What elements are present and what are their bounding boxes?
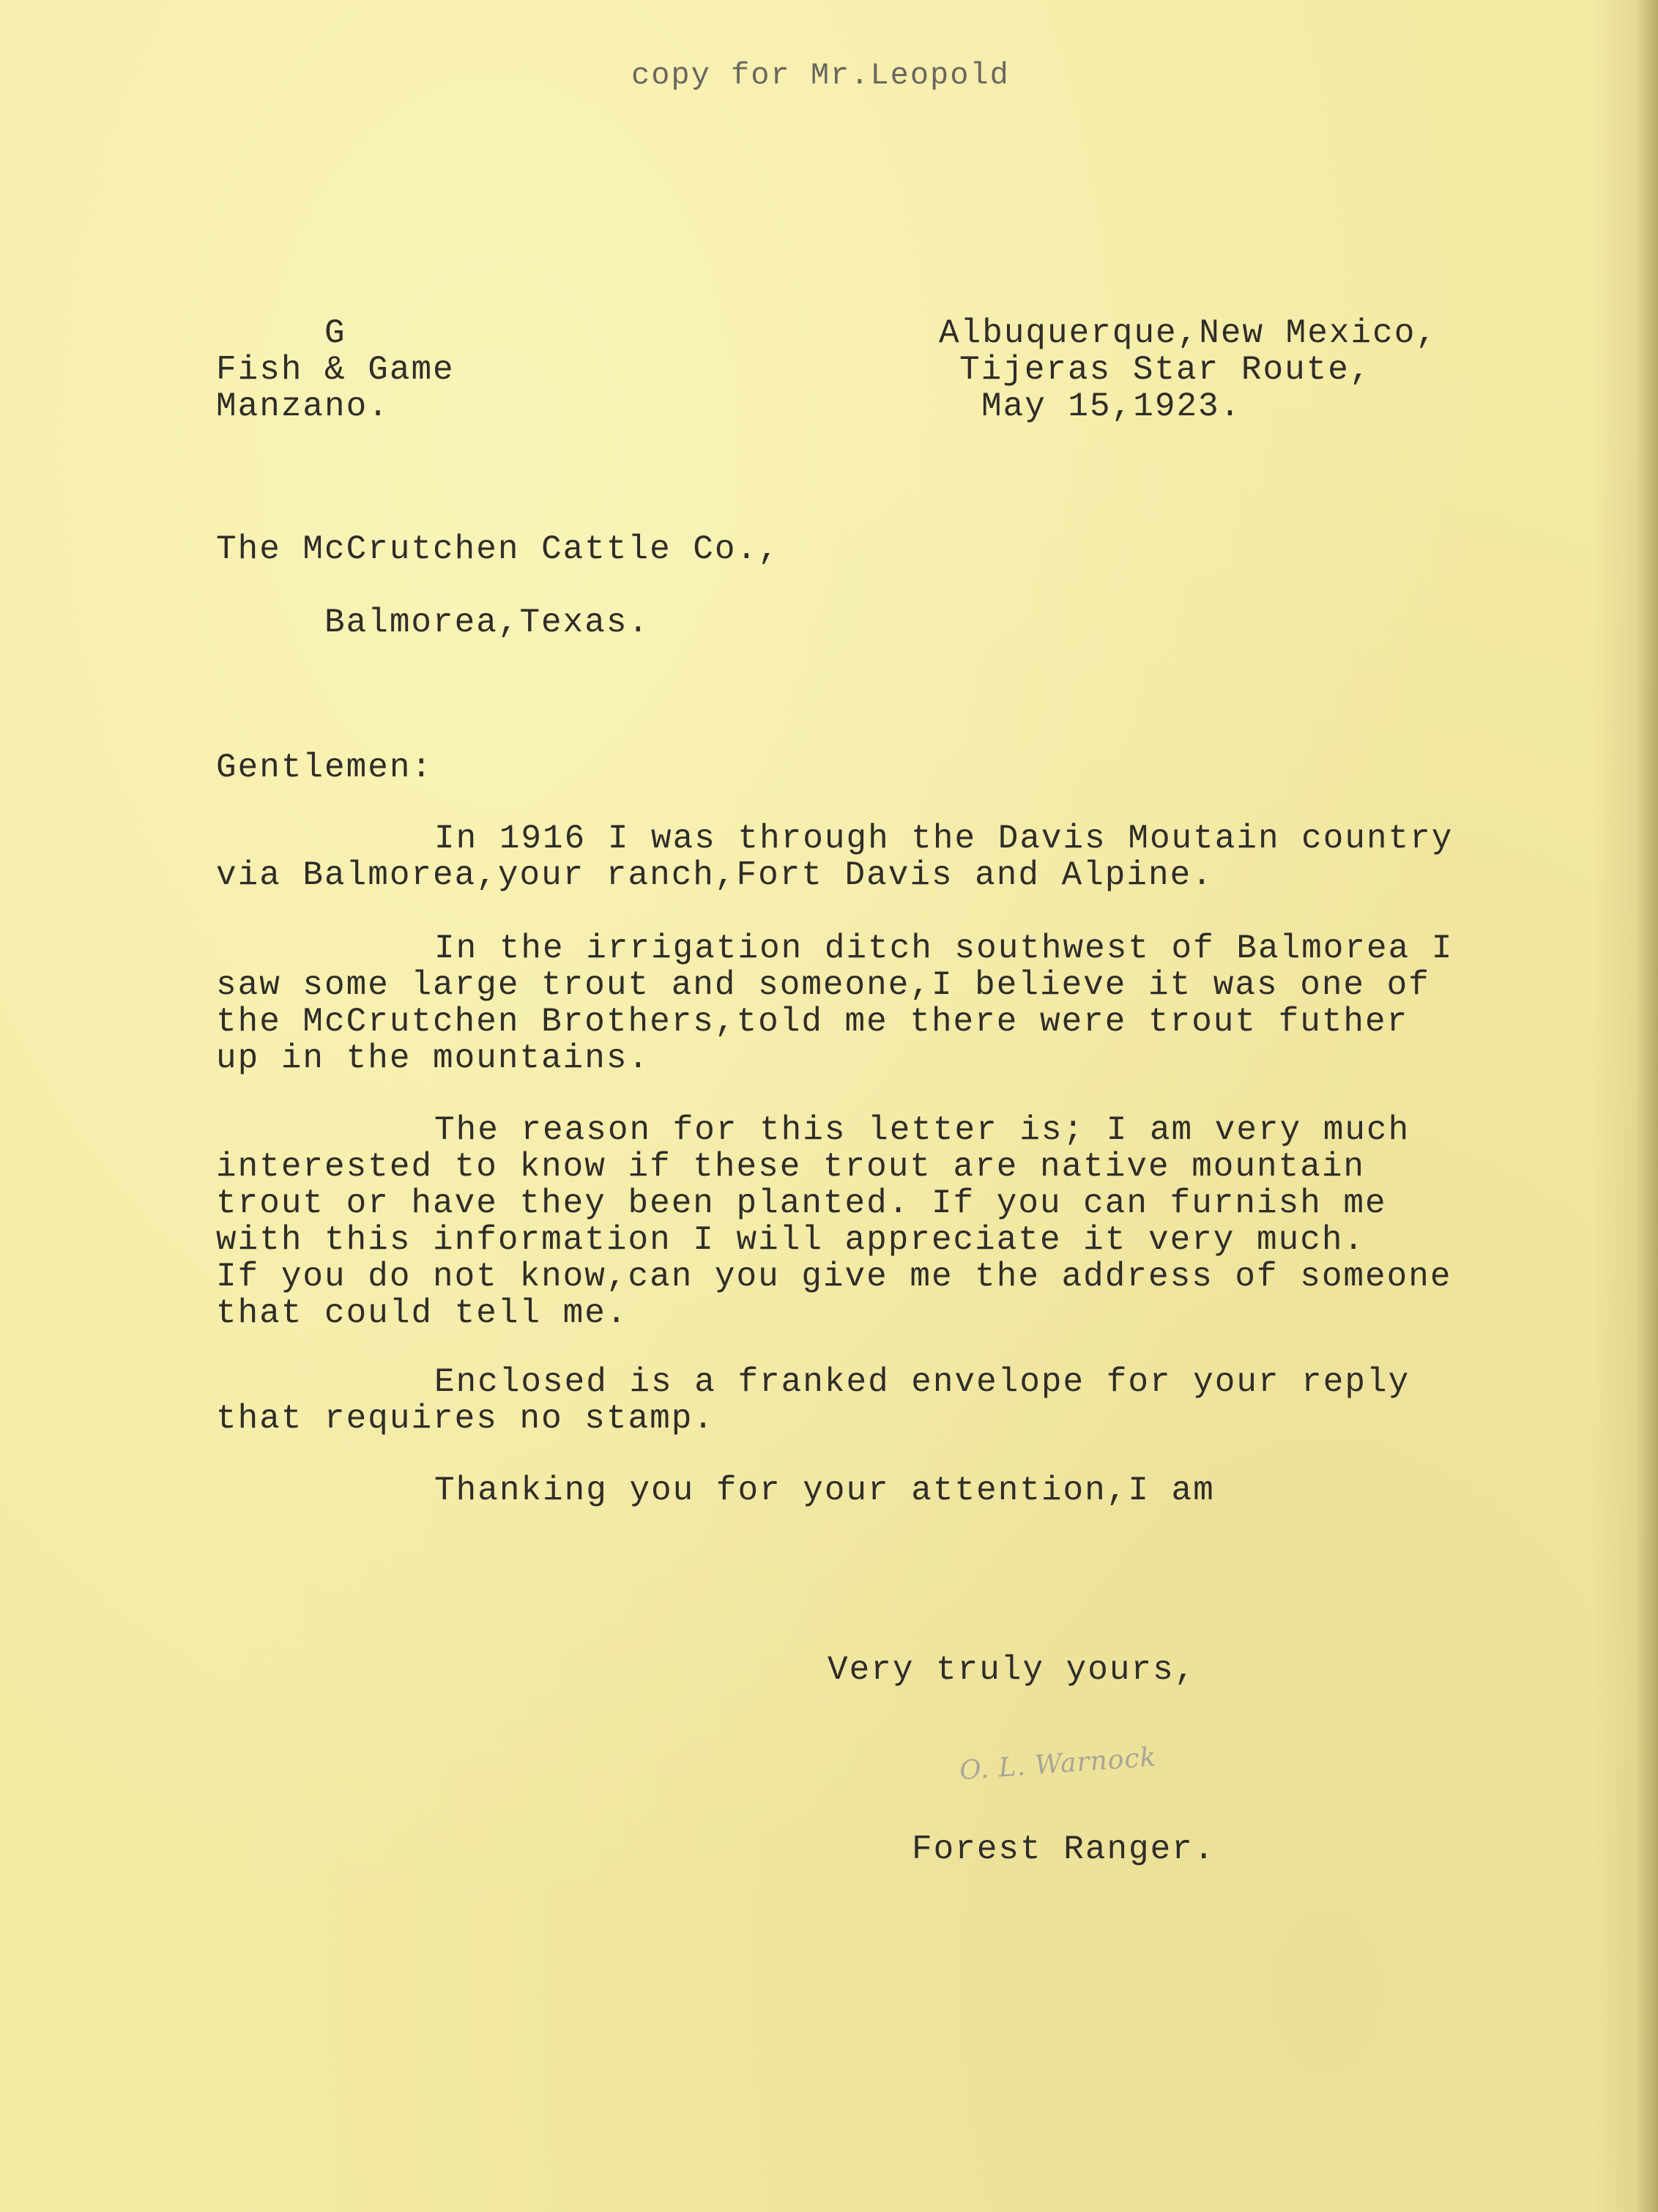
paragraph-3-line-2: interested to know if these trout are native mountain [216,1148,1366,1186]
paragraph-3-line-5: If you do not know,can you give me the address of someone [216,1258,1452,1296]
sender-address-line-1: Albuquerque,New Mexico, [939,314,1438,352]
paragraph-3-line-1: The reason for this letter is; I am very much [434,1111,1410,1149]
paragraph-2-line-4: up in the mountains. [216,1039,650,1077]
paragraph-2-line-3: the McCrutchen Brothers,told me there were trout futher [216,1003,1409,1041]
closing: Very truly yours, [828,1651,1197,1689]
paragraph-3-line-3: trout or have they been planted. If you can furnish me [216,1184,1387,1222]
paragraph-4-line-1: Enclosed is a franked envelope for your reply [434,1363,1410,1401]
paragraph-3-line-6: that could tell me. [216,1294,628,1332]
header-note: copy for Mr.Leopold [631,58,1010,93]
recipient-location: Balmorea,Texas. [324,604,650,642]
file-code-line-3: Manzano. [216,387,390,426]
paragraph-2-line-1: In the irrigation ditch southwest of Balmorea I [434,929,1454,968]
signature: O. L. Warnock [958,1742,1158,1786]
file-code-line-2: Fish & Game [216,351,455,389]
letter-date: May 15,1923. [981,387,1242,426]
signer-title: Forest Ranger. [912,1830,1216,1868]
salutation: Gentlemen: [216,749,434,787]
paragraph-1-line-1: In 1916 I was through the Davis Moutain country [434,820,1454,858]
paragraph-4-line-2: that requires no stamp. [216,1400,715,1438]
paragraph-3-line-4: with this information I will appreciate it very much. [216,1221,1366,1259]
recipient-name: The McCrutchen Cattle Co., [216,530,780,568]
paragraph-1-line-2: via Balmorea,your ranch,Fort Davis and Alpine. [216,856,1213,894]
paragraph-5-line-1: Thanking you for your attention,I am [434,1471,1215,1510]
paragraph-2-line-2: saw some large trout and someone,I believe it was one of [216,966,1430,1004]
paper-edge [1636,0,1658,2212]
file-code-line-1: G [324,314,346,352]
sender-address-line-2: Tijeras Star Route, [959,351,1372,389]
